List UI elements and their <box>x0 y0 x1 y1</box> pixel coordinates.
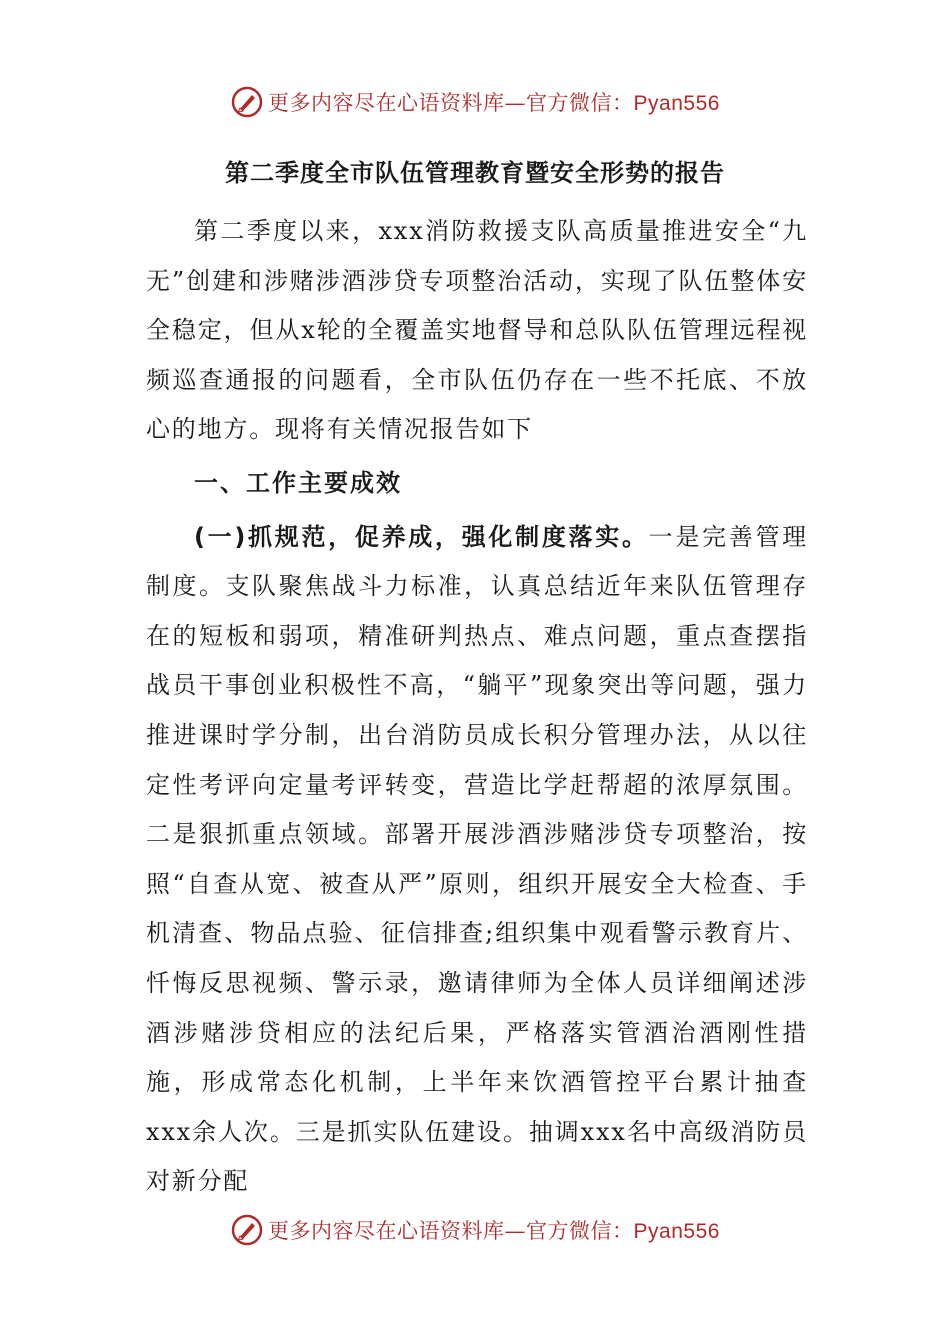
item-lead: (一)抓规范，促养成，强化制度落实。 <box>194 522 649 551</box>
section-heading: 一、工作主要成效 <box>194 468 402 497</box>
document-title: 第二季度全市队伍管理教育暨安全形势的报告 <box>225 159 725 187</box>
wechat-id: Pyan556 <box>633 1220 720 1243</box>
item-paragraph <box>146 513 808 1207</box>
item-body: 一是完善管理制度。支队聚焦战斗力标准，认真总结近年来队伍管理存在的短板和弱项，精准研判热点、难点问题，重点查摆指战员干事创业积极性不高，“躺平”现象突出等问题，强力推进课时学分制，出台消防员成长积分管理办法，从以往定性考评向定量考评转变，营造比学赶帮超的浓厚氛围。二是狠抓重点领域。部署开展涉酒涉赌涉贷专项整治，按照“自查从宽、被查从严”原则，组织开展安全大检查、手机清查、物品点验、征信排查;组织集中观看警示教育片、忏悔反思视频、警示录，邀请律师为全体人员详细阐述涉酒涉赌涉贷相应的法纪后果，严格落实管酒治酒刚性措施，形成常态化机制，上半年来饮酒管控平台累计抽查xxx余人次。三是抓实队伍建设。抽调xxx名中高级消防员对新分配 <box>146 522 808 1196</box>
pen-logo-icon <box>230 85 264 119</box>
pen-logo-icon <box>230 1213 264 1247</box>
banner-text: 更多内容尽在心语资料库—官方微信：Pyan556 <box>268 91 720 115</box>
footer-watermark-banner <box>0 1210 950 1250</box>
wechat-id: Pyan556 <box>633 92 720 115</box>
intro-paragraph: 第二季度以来，xxx消防救援支队高质量推进安全“九无”创建和涉赌涉酒涉贷专项整治活动，实现了队伍整体安全稳定，但从x轮的全覆盖实地督导和总队队伍管理远程视频巡查通报的问题看，全市队伍仍存在一些不托底、不放心的地方。现将有关情况报告如下 <box>146 217 808 444</box>
banner-text: 更多内容尽在心语资料库—官方微信：Pyan556 <box>268 1219 720 1243</box>
header-watermark-banner <box>0 82 950 122</box>
document-body <box>146 207 808 1207</box>
